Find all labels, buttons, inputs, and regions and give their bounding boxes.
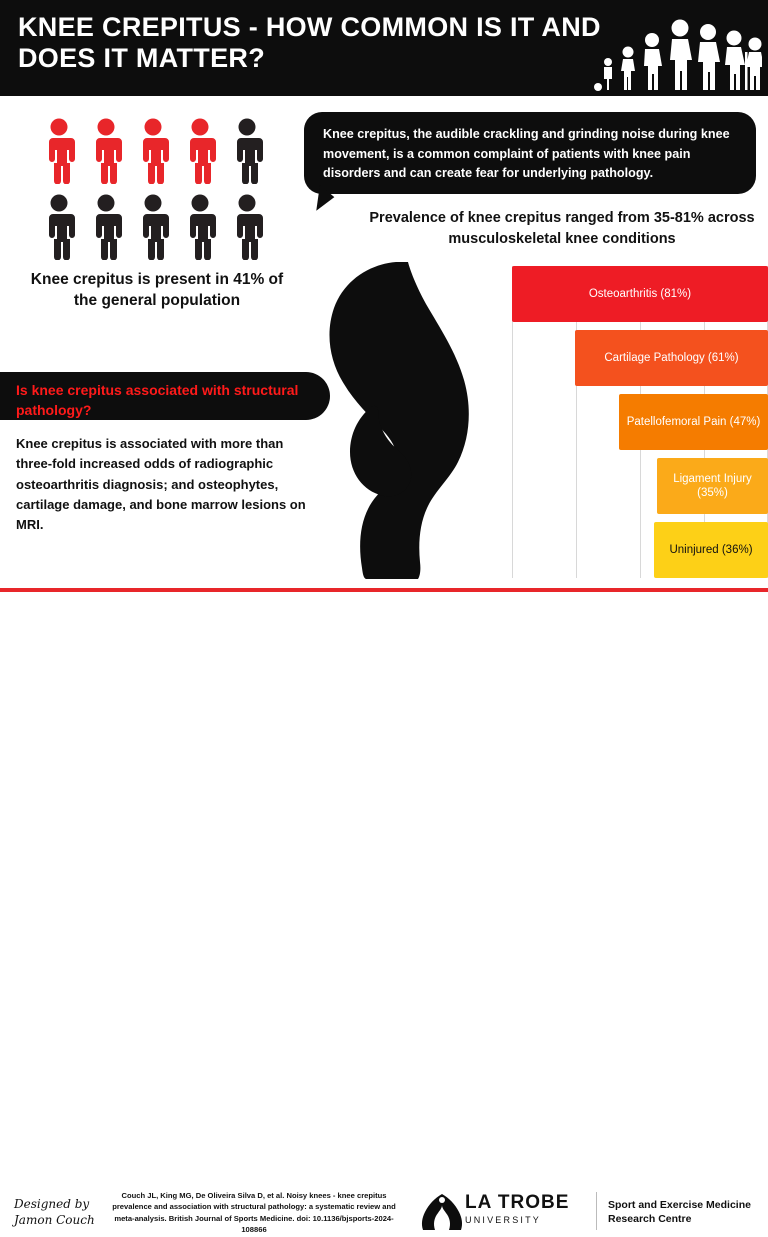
person-icon [87, 194, 125, 260]
question-body: Knee crepitus is associated with more than three-fold increased odds of radiographic osteoarthritis diagnosis; and osteophytes, cartilage damage, and bone marrow lesions on MRI. [16, 436, 306, 533]
page-title: KNEE CREPITUS - HOW COMMON IS IT AND DOES IT MATTER? [18, 12, 601, 74]
university-name: LA TROBE [465, 1192, 570, 1213]
university-wordmark [465, 1193, 595, 1225]
person-icon [181, 118, 219, 184]
footer [0, 592, 768, 1235]
callout-tail [316, 185, 335, 213]
population-icon-grid [40, 118, 275, 263]
population-caption: Knee crepitus is present in 41% of the general population [30, 271, 284, 309]
research-centre-name: Sport and Exercise Medicine Research Centre [608, 1199, 751, 1226]
person-icon [40, 118, 78, 184]
person-icon [181, 194, 219, 260]
bar-label: Ligament Injury (35%) [673, 472, 752, 499]
bar-ligament-injury [657, 458, 768, 514]
university-sub: UNIVERSITY [465, 1214, 542, 1225]
bar-label: Patellofemoral Pain (47%) [626, 415, 761, 428]
person-icon [40, 194, 78, 260]
people-row-bottom [40, 194, 275, 260]
person-icon [134, 118, 172, 184]
question-heading: Is knee crepitus associated with structural pathology? [16, 382, 299, 418]
bar-label: Osteoarthritis (81%) [588, 287, 692, 300]
person-icon [228, 194, 266, 260]
designed-by: Designed by Jamon Couch [14, 1197, 95, 1228]
bar-label: Uninjured (36%) [669, 543, 753, 556]
person-icon [134, 194, 172, 260]
bar-patellofemoral-pain [619, 394, 768, 450]
definition-callout: Knee crepitus, the audible crackling and grinding noise during knee movement, is a common complaint of patients with knee pain disorders and can create fear for underlying pathology. [304, 112, 756, 194]
bar-label: Cartilage Pathology (61%) [604, 351, 739, 364]
bar-osteoarthritis [512, 266, 768, 322]
person-icon [228, 118, 266, 184]
chart-title: Prevalence of knee crepitus ranged from 35-81% across musculoskeletal knee conditions [369, 210, 755, 248]
knee-joint-silhouette-icon [300, 258, 510, 580]
people-row-top [40, 118, 275, 184]
header-bar [0, 0, 768, 96]
citation-text: Couch JL, King MG, De Oliveira Silva D, et al. Noisy knees - knee crepitus prevalence and association with structural pathology: a systematic review and meta-analysis. British Journal of Sports Medicine. doi: 10.1136/bjsports-2024-108866 [112, 1191, 396, 1235]
prevalence-bar-chart [512, 266, 768, 578]
bar-uninjured [654, 522, 768, 578]
person-icon [87, 118, 125, 184]
walking-people-silhouette-icon [594, 8, 762, 92]
bar-cartilage-pathology [575, 330, 768, 386]
footer-vertical-divider [596, 1192, 597, 1230]
